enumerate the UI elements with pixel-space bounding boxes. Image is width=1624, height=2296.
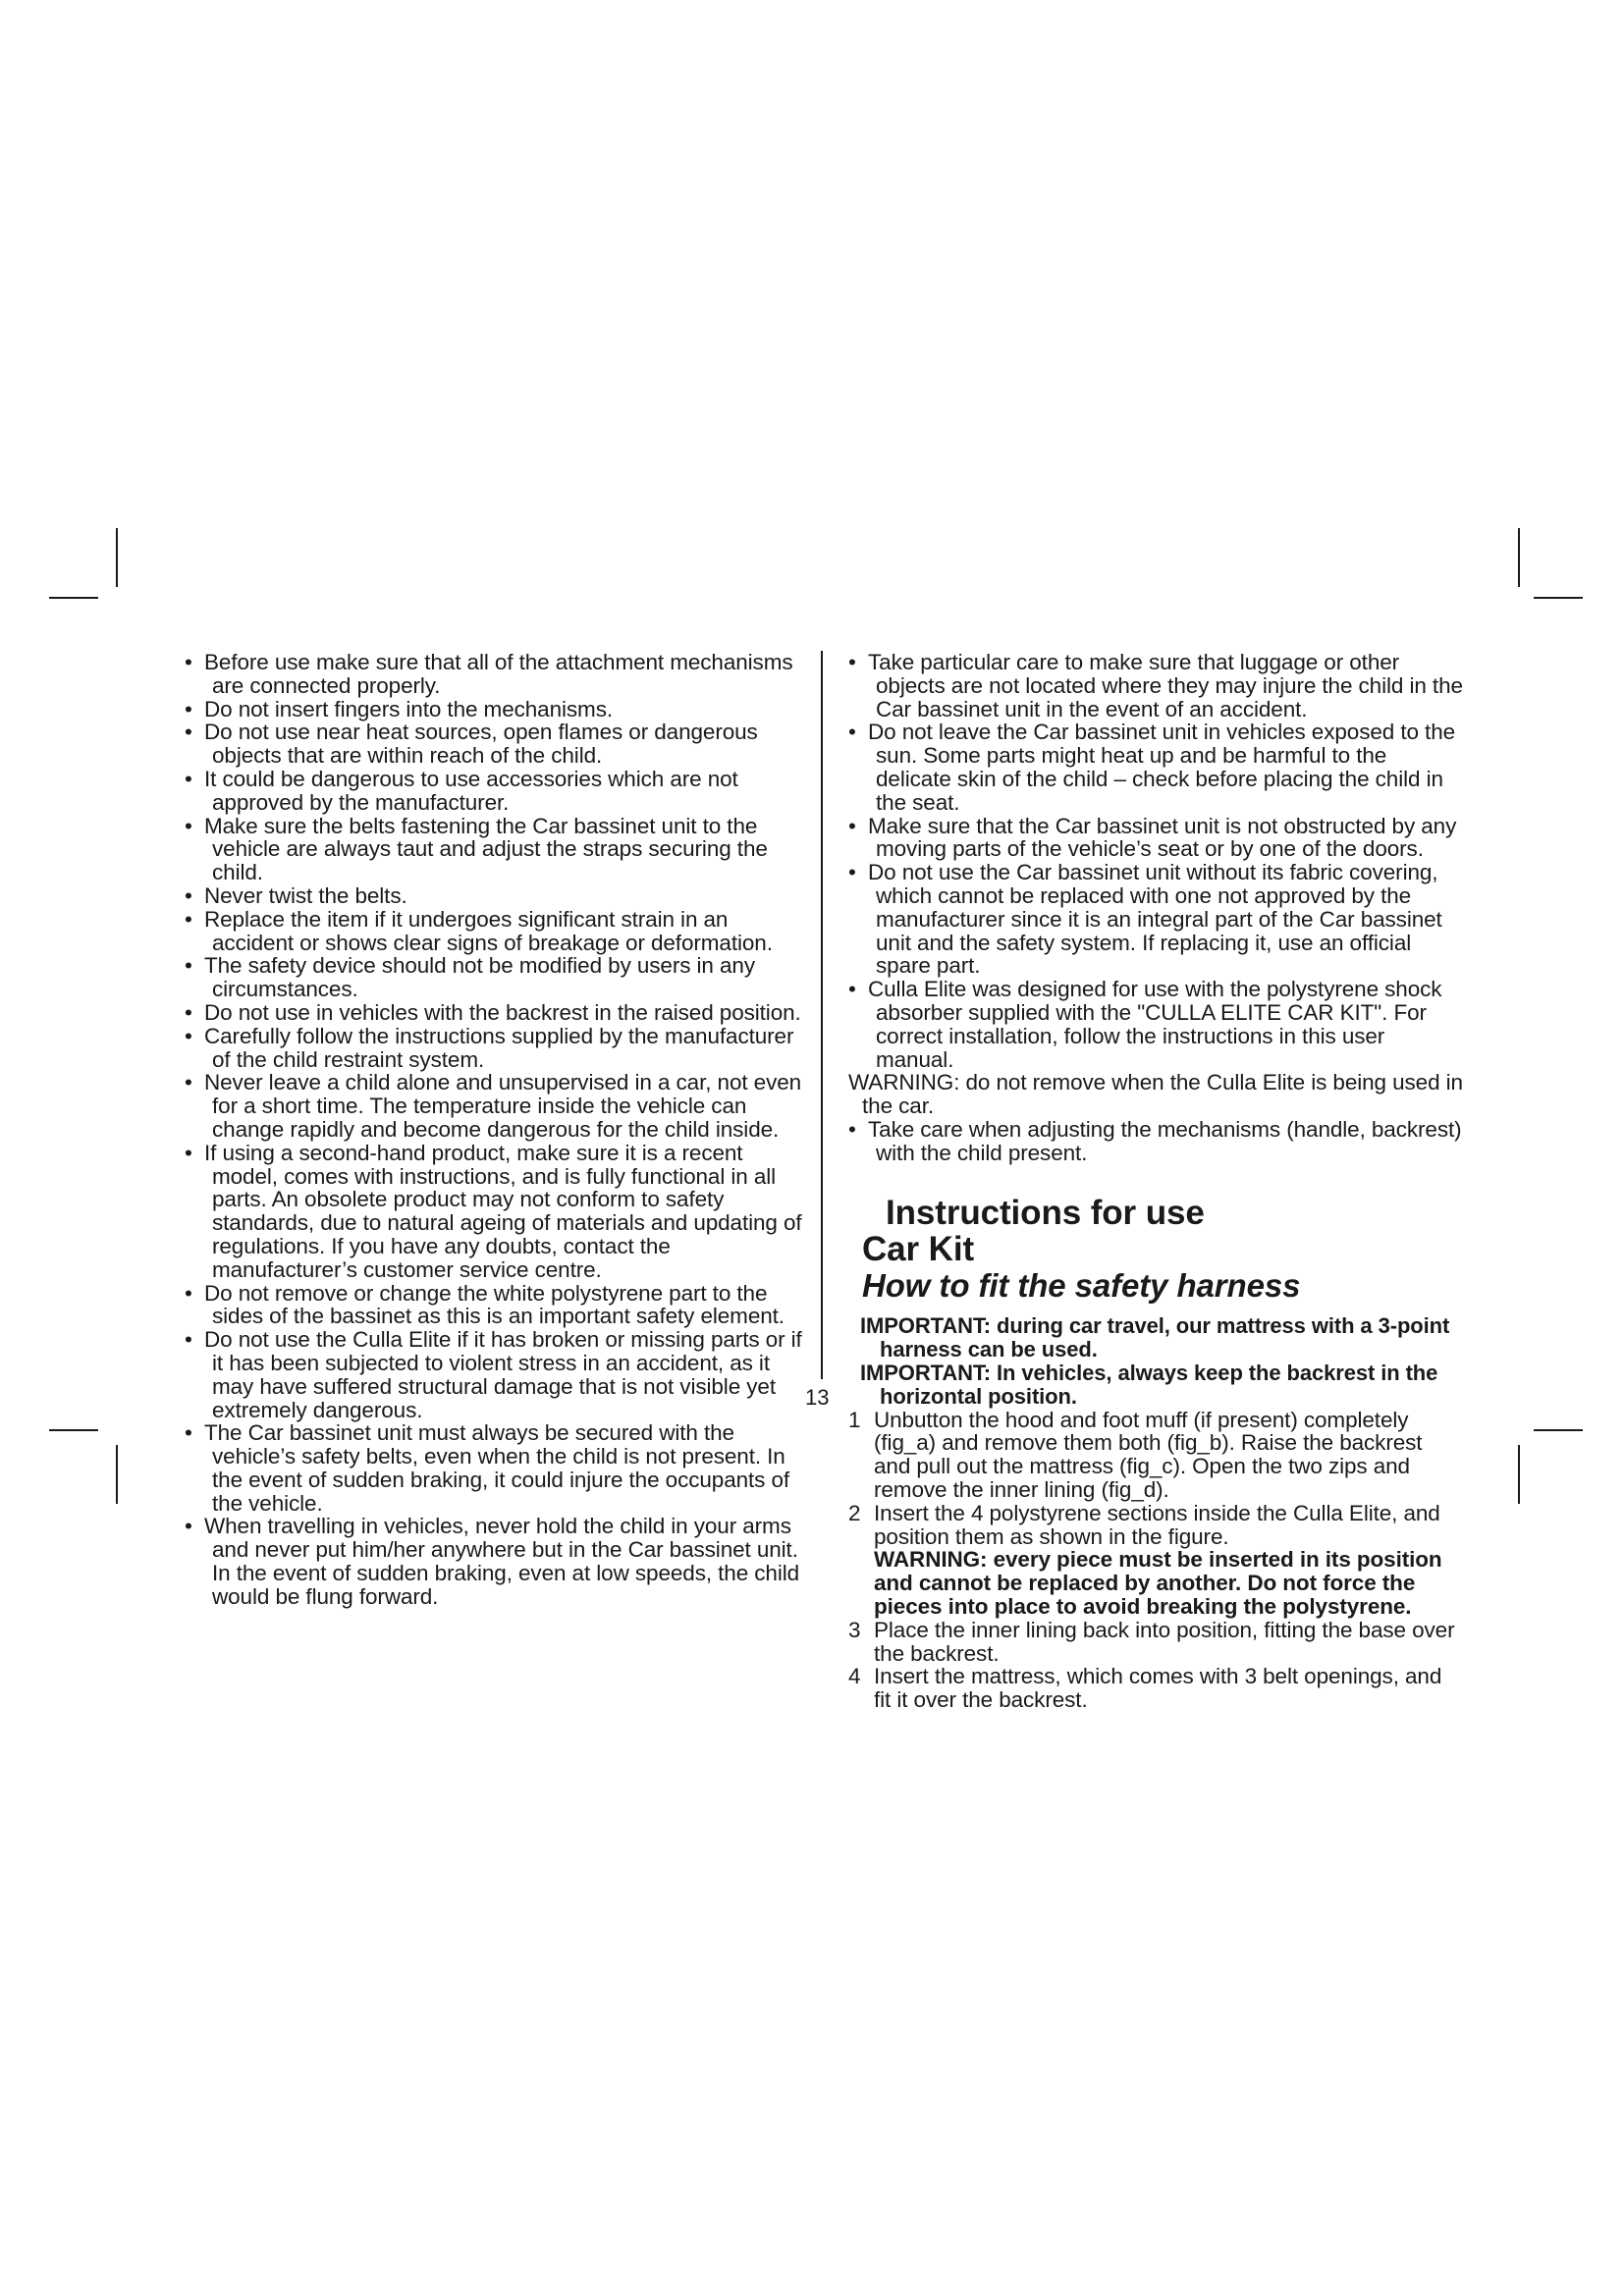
- list-item: • Do not insert fingers into the mechanisms.: [185, 696, 613, 721]
- list-item: • Do not remove or change the white polystyrene part to the sides of the bassinet as this is an important safety element.: [185, 1280, 785, 1329]
- crop-mark: [1518, 528, 1520, 587]
- list-item: • It could be dangerous to use accessories which are not approved by the manufacturer.: [185, 766, 738, 815]
- left-column: [185, 651, 813, 1609]
- list-item: • If using a second-hand product, make sure it is a recent model, comes with instructions, and is fully functional in all parts. An obsolete product may not conform to safety standards, due to natural ageing of materials and updating of regulations. If you have any doubts, contact the manufacturer’s customer service centre.: [185, 1140, 802, 1282]
- step-item: 4 Insert the mattress, which comes with 3 belt openings, and fit it over the backrest.: [848, 1664, 1442, 1713]
- important-note: IMPORTANT: during car travel, our mattress with a 3-point harness can be used.: [860, 1312, 1450, 1362]
- list-item: • Take care when adjusting the mechanisms (handle, backrest) with the child present.: [848, 1116, 1462, 1165]
- right-column: [848, 651, 1463, 1712]
- step-item: 3 Place the inner lining back into position, fitting the base over the backrest.: [848, 1617, 1455, 1666]
- list-item: • Carefully follow the instructions supplied by the manufacturer of the child restraint system.: [185, 1023, 794, 1072]
- list-item: • Never twist the belts.: [185, 882, 407, 908]
- list-item: • The safety device should not be modified by users in any circumstances.: [185, 953, 755, 1002]
- step-item: 2 Insert the 4 polystyrene sections inside the Culla Elite, and position them as shown in the figure.: [848, 1500, 1440, 1549]
- list-item: • Replace the item if it undergoes significant strain in an accident or shows clear signs of breakage or deformation.: [185, 906, 773, 955]
- list-item: • Do not leave the Car bassinet unit in vehicles exposed to the sun. Some parts might heat up and be harmful to the delicate skin of the child – check before placing the child in the seat.: [848, 720, 1456, 815]
- column-divider: [821, 651, 823, 1379]
- list-item: • The Car bassinet unit must always be secured with the vehicle’s safety belts, even when the child is not present. In the event of sudden braking, it could injure the occupants of the vehicle.: [185, 1420, 790, 1516]
- list-item: • Do not use near heat sources, open flames or dangerous objects that are within reach of the child.: [185, 720, 758, 769]
- list-item: • When travelling in vehicles, never hold the child in your arms and never put him/her anywhere but in the Car bassinet unit. In the event of sudden braking, even at low speeds, the child would be flung forward.: [185, 1514, 800, 1609]
- crop-mark: [49, 1429, 98, 1431]
- crop-mark: [1534, 597, 1583, 599]
- list-item: • Make sure that the Car bassinet unit is not obstructed by any moving parts of the vehicle’s seat or by one of the doors.: [848, 813, 1457, 862]
- important-note: IMPORTANT: In vehicles, always keep the backrest in the horizontal position.: [860, 1360, 1438, 1409]
- step-item: 1 Unbutton the hood and foot muff (if present) completely (fig_a) and remove them both (fig_b). Raise the backrest and pull out the mattress (fig_c). Open the two zips and remove the inner lining (fig_d).: [848, 1407, 1423, 1502]
- subsection-heading: Car Kit: [862, 1229, 975, 1268]
- list-item: • Take particular care to make sure that luggage or other objects are not located where they may injure the child in the Car bassinet unit in the event of an accident.: [848, 650, 1463, 721]
- list-item: • Do not use the Car bassinet unit without its fabric covering, which cannot be replaced with one not approved by the manufacturer since it is an integral part of the Car bassinet unit and the safety system. If replacing it, use an official spare part.: [848, 860, 1442, 979]
- warning-note: WARNING: do not remove when the Culla Elite is being used in the car.: [848, 1070, 1463, 1119]
- list-item: • Before use make sure that all of the attachment mechanisms are connected properly.: [185, 650, 793, 698]
- list-item: • Culla Elite was designed for use with the polystyrene shock absorber supplied with the "CULLA ELITE CAR KIT". For correct installation, follow the instructions in this user manual.: [848, 977, 1442, 1072]
- list-item: • Do not use in vehicles with the backrest in the raised position.: [185, 999, 801, 1025]
- list-item: • Make sure the belts fastening the Car bassinet unit to the vehicle are always taut and adjust the straps securing the child.: [185, 813, 768, 885]
- page-number: 13: [805, 1385, 830, 1410]
- list-item: • Do not use the Culla Elite if it has broken or missing parts or if it has been subjected to violent stress in an accident, as it may have suffered structural damage that is not visible yet extremely dangerous.: [185, 1327, 802, 1422]
- crop-mark: [116, 1445, 118, 1504]
- step-warning: WARNING: every piece must be inserted in its position and cannot be replaced by another. Do not force the pieces into place to avoid breaking the polystyrene.: [874, 1547, 1442, 1619]
- crop-mark: [116, 528, 118, 587]
- list-item: • Never leave a child alone and unsupervised in a car, not even for a short time. The temperature inside the vehicle can change rapidly and become dangerous for the child inside.: [185, 1070, 802, 1142]
- crop-mark: [1518, 1445, 1520, 1504]
- section-heading: Instructions for use: [886, 1193, 1205, 1232]
- crop-mark: [49, 597, 98, 599]
- crop-mark: [1534, 1429, 1583, 1431]
- subsection-subheading: How to fit the safety harness: [862, 1266, 1301, 1304]
